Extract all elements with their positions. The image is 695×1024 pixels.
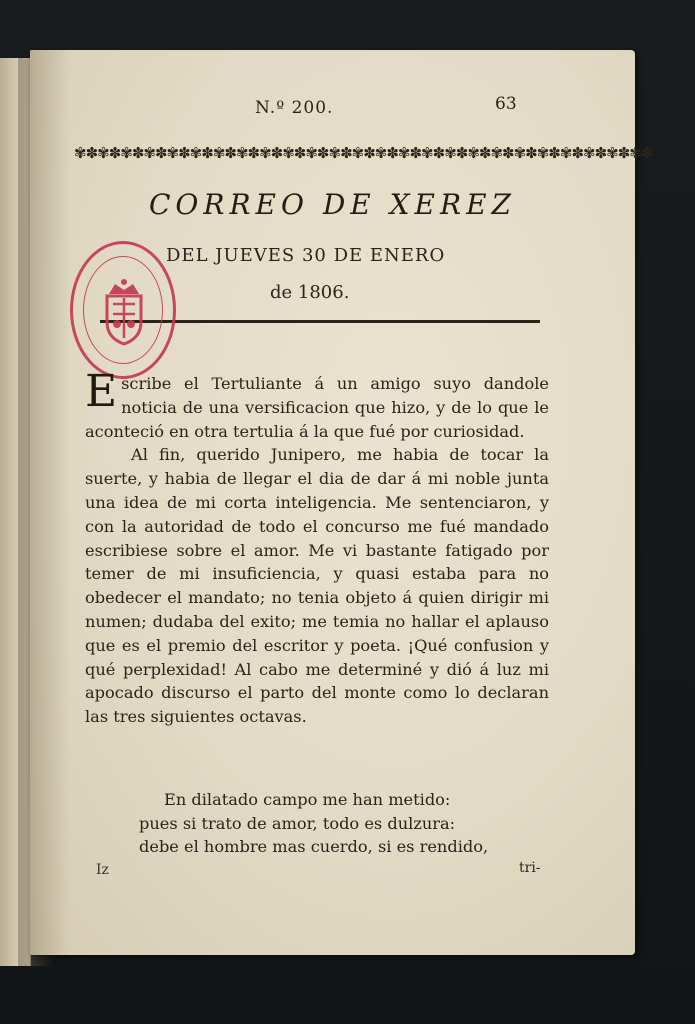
verse-line: debe el hombre mas cuerdo, si es rendido, bbox=[139, 837, 489, 856]
newspaper-page bbox=[30, 50, 653, 955]
crown-seal-icon bbox=[95, 276, 153, 348]
article-paragraph: Al fin, querido Junipero, me habia de tocar la suerte, y habia de llegar el dia de dar á mi noble junta una idea de mi corta inteligencia. Me sentenciaron, y con la autoridad de todo el concurso me fué mandado escribiese sobre el amor. Me vi bastante fatigado por temer de mi insuficiencia, y quasi estaba para no obedecer el mandato; no tenia objeto á quien dirigir mi numen; dudaba del exito; me temia no hallar el aplauso que es el premio del escritor y poeta. ¡Qué confusion y qué perplexidad! Al cabo me determiné y dió á luz mi apocado discurso el parto del monte como lo declaran las tres siguientes octavas. bbox=[85, 445, 549, 727]
ornamental-border: ✾✽✾✽✾✽✾✽✾✽✾✽✾✽✾✽✾✽✾✽✾✽✾✽✾✽✾✽✾✽✾✽✾✽✾✽✾✽✾✽✾✽✾✽✾✽✾✽✾✽ bbox=[74, 144, 653, 162]
library-stamp bbox=[70, 241, 176, 379]
year-line: de 1806. bbox=[270, 282, 350, 303]
article-body bbox=[85, 366, 549, 729]
article-intro bbox=[85, 366, 549, 443]
masthead-title: CORREO DE XEREZ bbox=[149, 188, 516, 221]
issue-number: N.º 200. bbox=[255, 98, 334, 118]
date-line: DEL JUEVES 30 DE ENERO bbox=[166, 245, 446, 266]
drop-cap: E bbox=[85, 366, 118, 417]
intro-text: scribe el Tertuliante á un amigo suyo dandole noticia de una versificacion que hizo, y de lo que le aconteció en otra tertulia á la que fué por curiosidad. bbox=[85, 374, 549, 441]
catchword: tri- bbox=[519, 860, 541, 876]
page-folio: 63 bbox=[495, 94, 517, 114]
verse-line: pues si trato de amor, todo es dulzura: bbox=[139, 813, 456, 833]
verse-block bbox=[85, 788, 555, 859]
verse-line: En dilatado campo me han metido: bbox=[164, 790, 451, 809]
signature-mark: Iz bbox=[96, 862, 109, 878]
